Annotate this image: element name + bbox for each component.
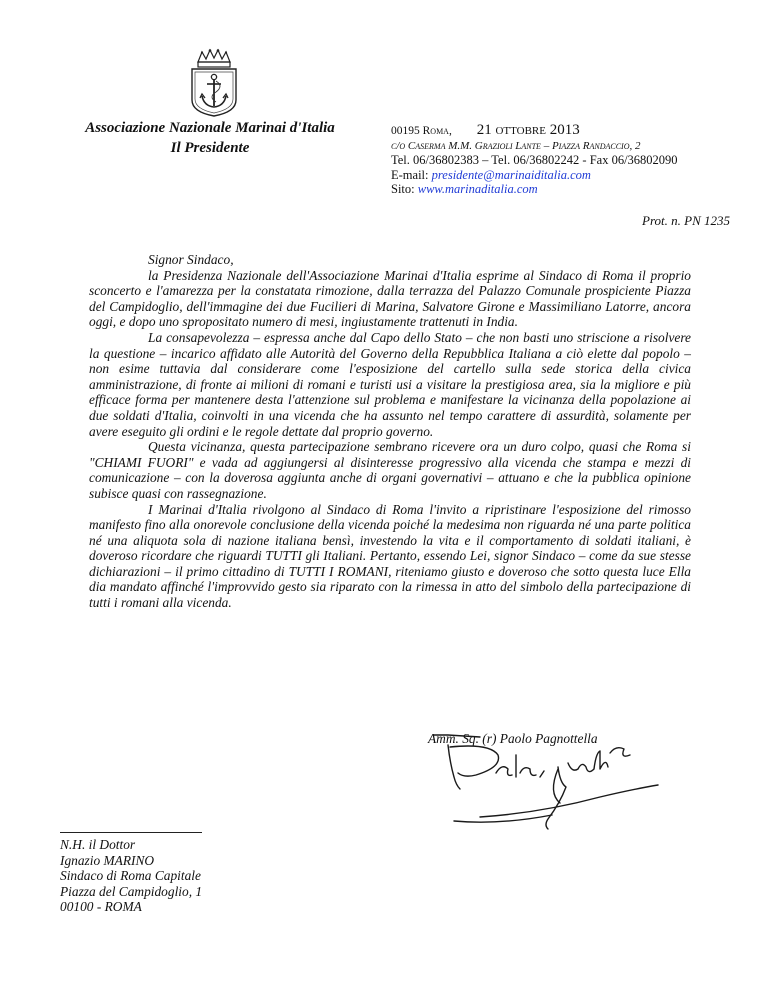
address-line: c/o Caserma M.M. Grazioli Lante – Piazza Randaccio, 2	[391, 139, 641, 152]
phone-line: Tel. 06/36802383 – Tel. 06/36802242 - Fax 06/36802090	[391, 153, 678, 167]
handwritten-signature	[420, 733, 660, 833]
organization-role: Il Presidente	[170, 140, 250, 156]
recipient-line: 00100 - ROMA	[60, 899, 142, 915]
place-date-line	[391, 123, 751, 139]
paragraph: Questa vicinanza, questa partecipazione sembrano ricevere ora un duro colpo, quasi che Roma si "CHIAMI FUORI" e vada ad aggiungersi al disinteresse progressivo alla vicenda che stampa e mezzi di comunicazione – con la doverosa aggiunta anche di organi governativi – attuano e che la pubblica opinione subisce quasi con rassegnazione.	[89, 439, 691, 501]
separator-line	[60, 832, 202, 833]
recipient-line: Ignazio MARINO	[60, 852, 155, 868]
anchor-emblem-icon	[186, 48, 242, 118]
site-link[interactable]: www.marinaditalia.com	[417, 182, 538, 196]
contact-block	[391, 123, 751, 197]
city: Roma,	[422, 125, 452, 137]
letter-body	[89, 252, 691, 611]
letter-date: 21 ottobre 2013	[476, 122, 580, 138]
email-line	[391, 168, 751, 183]
postcode: 00195	[391, 125, 420, 137]
paragraph: la Presidenza Nazionale dell'Associazione Marinai d'Italia esprime al Sindaco di Roma il proprio sconcerto e l'amarezza per la constatata rimozione, dalla terrazza del Palazzo Comunale prospiciente Piazza del Campidoglio, dell'immagine dei due Fucilieri di Marina, Salvatore Girone e Massimiliano Latorre, ancora oggi, e dopo uno spropositato numero di mesi, ingiustamente trattenuti in India.	[89, 267, 691, 330]
email-label: E-mail:	[391, 167, 432, 182]
organization-name: Associazione Nazionale Marinai d'Italia	[85, 120, 335, 136]
email-link[interactable]: presidente@marinaiditalia.com	[431, 167, 591, 182]
recipient-line: Piazza del Campidoglio, 1	[60, 883, 203, 899]
protocol-number: Prot. n. PN 1235	[642, 213, 730, 228]
site-line	[391, 182, 751, 197]
site-label: Sito:	[391, 182, 418, 196]
paragraph: I Marinai d'Italia rivolgono al Sindaco di Roma l'invito a ripristinare l'esposizione del rimosso manifesto fino alla onorevole conclusione della vicenda poiché la medesima non riguarda né una parte politica né una aliquota sola di nazione italiana bensì, investendo la vita e il comportamento di soldati italiani, è doveroso ricordare che riguardi TUTTI gli Italiani. Pertanto, essendo Lei, signor Sindaco – come da sue stesse dichiarazioni – il primo cittadino di TUTTI I ROMANI, riteniamo giusto e doveroso che sotto questa luce Ella dia mandato affinché l'improvvido gesto sia riparato con la rimessa in atto del simbolo della partecipazione di tutti i romani alla vicenda.	[89, 501, 691, 611]
signatory-name: Amm. Sq. (r) Paolo Pagnottella	[428, 731, 598, 746]
recipient-line: N.H. il Dottor	[60, 837, 136, 852]
salutation: Signor Sindaco,	[148, 252, 234, 267]
paragraph: La consapevolezza – espressa anche dal Capo dello Stato – che non basti uno striscione a risolvere la questione – incarico affidato alle Autorità del Governo della Repubblica Italiana a ciò elette dal popolo – non esime tuttavia dal considerare come l'esposizione del cartello sulla sede storica della civica amministrazione, di fronte ai milioni di romani e turisti usi a visitare la prestigiosa area, sia la migliore e più efficace forma per mantenere desta l'attenzione sul problema e manifestare la vicinanza della popolazione ai due soldati d'Italia, coinvolti in una vicenda che ha assunto nel tempo carattere di assurdità, solamente per avere eseguito gli ordini e le regole dettate dal proprio governo.	[89, 329, 691, 439]
recipient-line: Sindaco di Roma Capitale	[60, 868, 201, 884]
recipient-address	[60, 837, 300, 915]
